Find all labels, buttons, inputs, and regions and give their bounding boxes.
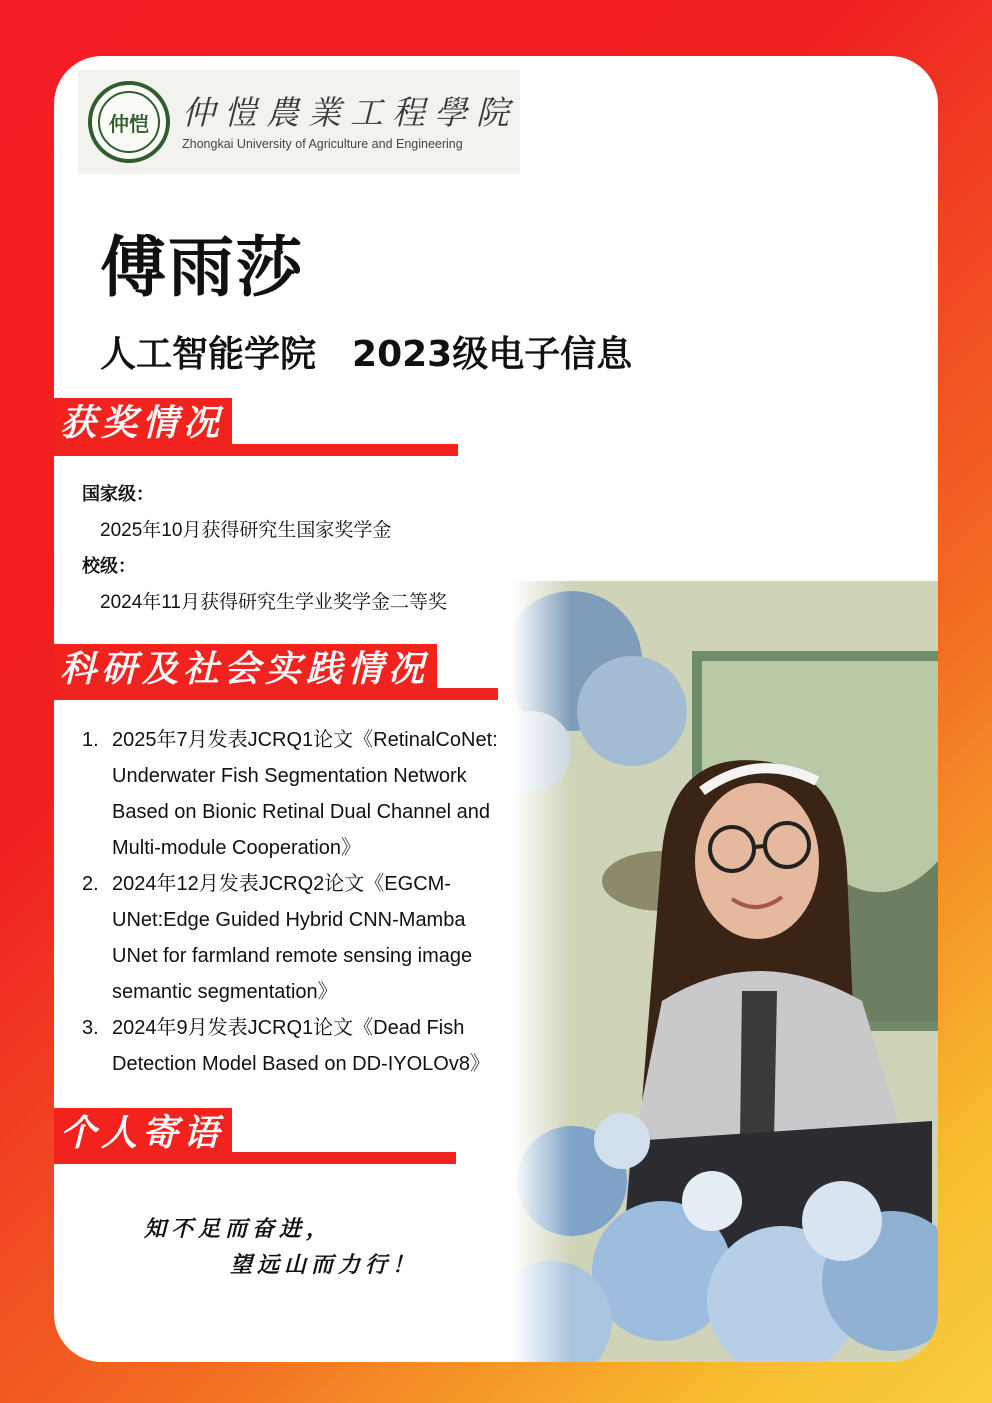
university-seal-icon [88, 81, 170, 163]
motto-heading-label: 个人寄语 [54, 1108, 232, 1158]
award-category-national: 国家级： [82, 484, 154, 504]
list-item: 2. 2024年12月发表JCRQ2论文《EGCM-UNet:Edge Guided Hybrid CNN-Mamba UNet for farmland remote sensing image semantic segmentation》 [82, 873, 473, 1003]
motto-line-1: 知不足而奋进， [144, 1216, 334, 1242]
award-item-school: 2024年11月获得研究生学业奖学金二等奖 [100, 592, 447, 613]
portrait-illustration [512, 581, 938, 1362]
class-year-major: 2023级电子信息 [352, 334, 633, 375]
seal-text: 仲恺 [109, 111, 149, 136]
student-affiliation [100, 326, 632, 377]
profile-card [54, 56, 938, 1362]
list-item: 1. 2025年7月发表JCRQ1论文《RetinalCoNet: Underwater Fish Segmentation Network Based on Bionic Retinal Dual Channel and Multi-module Cooperation》 [82, 729, 498, 859]
list-item: 3. 2024年9月发表JCRQ1论文《Dead Fish Detection Model Based on DD-IYOLOv8》 [82, 1017, 490, 1075]
research-item-text: 2024年9月发表JCRQ1论文《Dead Fish Detection Model Based on DD-IYOLOv8》 [112, 1017, 490, 1075]
research-heading-label: 科研及社会实践情况 [54, 644, 437, 694]
award-item-national: 2025年10月获得研究生国家奖学金 [100, 520, 392, 541]
university-logo [78, 70, 520, 174]
student-portrait-photo [512, 581, 938, 1362]
logo-english-name: Zhongkai University of Agriculture and Engineering [182, 137, 463, 151]
department: 人工智能学院 [100, 334, 317, 375]
logo-wordmark [182, 93, 518, 151]
research-item-text: 2025年7月发表JCRQ1论文《RetinalCoNet: Underwater Fish Segmentation Network Based on Bionic Retinal Dual Channel and Multi-module Cooperation》 [112, 729, 498, 859]
motto-line-2: 望远山而力行！ [230, 1252, 420, 1278]
student-name: 傅雨莎 [100, 229, 304, 306]
research-item-text: 2024年12月发表JCRQ2论文《EGCM-UNet:Edge Guided Hybrid CNN-Mamba UNet for farmland remote sensing image semantic segmentation》 [112, 873, 473, 1003]
logo-chinese-name: 仲愷農業工程學院 [182, 93, 518, 132]
research-list [74, 722, 514, 1082]
awards-heading-label: 获奖情况 [54, 398, 232, 448]
award-category-school: 校级： [82, 556, 136, 576]
